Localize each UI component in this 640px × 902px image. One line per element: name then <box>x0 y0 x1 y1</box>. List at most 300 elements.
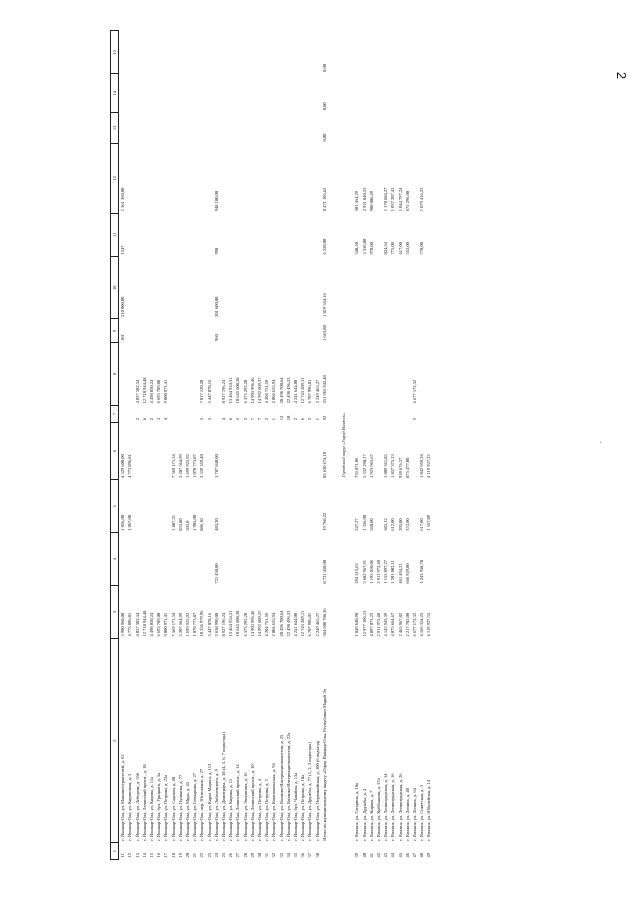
address-cell: г. Йошкар-Ола, ул. Кирпичная, д. 3 <box>127 773 133 841</box>
value-cell <box>220 74 227 112</box>
value-cell <box>184 213 191 256</box>
value-cell <box>314 480 321 533</box>
value-cell <box>278 480 285 533</box>
value-cell: 8 927 196,24 <box>221 379 227 404</box>
row-number: 25 <box>221 853 227 858</box>
value-cell <box>418 343 425 405</box>
value-cell <box>177 343 184 405</box>
value-cell: 10 <box>285 415 291 421</box>
value-cell <box>418 112 425 143</box>
value-cell: 1 201 082,11 <box>390 560 396 584</box>
value-cell <box>299 533 306 586</box>
value-cell <box>141 533 148 586</box>
table-body-yoshkar-ola <box>119 31 321 860</box>
value-cell <box>314 31 321 74</box>
value-cell <box>155 144 162 214</box>
row-number: 34 <box>285 853 291 858</box>
value-cell: 1 056,00 <box>120 514 126 531</box>
table-header <box>111 31 119 860</box>
value-cell <box>162 422 169 480</box>
table-row <box>382 31 389 860</box>
value-cell <box>306 213 313 256</box>
total-value: 8 471 105,62 <box>321 187 327 212</box>
value-cell: 5 332 298,17 <box>361 454 367 478</box>
value-cell <box>375 213 382 256</box>
value-cell: 6 677 172,32 <box>411 612 417 637</box>
value-cell <box>227 31 234 74</box>
value-cell <box>227 112 234 143</box>
value-cell <box>375 480 382 533</box>
value-cell <box>119 112 127 143</box>
value-cell: 6 <box>300 417 306 421</box>
value-cell <box>249 480 256 533</box>
section-title: Городской округ «Город Волжск» <box>341 412 347 478</box>
value-cell <box>285 422 292 480</box>
value-cell <box>126 74 133 112</box>
table-row <box>263 31 270 860</box>
value-cell <box>141 256 148 318</box>
value-cell <box>220 112 227 143</box>
value-cell <box>418 319 425 343</box>
value-cell <box>170 144 177 214</box>
value-cell: 10 645 608,38 <box>235 610 241 637</box>
value-cell: 1 <box>314 417 320 421</box>
value-cell <box>299 256 306 318</box>
value-cell <box>270 533 277 586</box>
value-cell: 2 217 702,00 <box>404 612 410 637</box>
table-row <box>148 31 155 860</box>
value-cell: 1 361 360,00 <box>120 187 126 212</box>
value-cell: 4 241 644,00 <box>293 612 299 637</box>
value-cell <box>256 319 263 343</box>
value-cell: 1 037 207,43 <box>390 187 396 212</box>
value-cell <box>353 256 360 318</box>
value-cell <box>198 213 205 256</box>
value-cell: 617,00 <box>419 518 425 531</box>
table-row <box>278 31 285 860</box>
value-cell <box>148 144 155 214</box>
value-cell <box>141 213 148 256</box>
value-cell <box>162 480 169 533</box>
address-cell: г. Волжск, ул. Гагарина, д. 10а <box>354 782 360 841</box>
value-cell <box>389 343 396 405</box>
value-cell <box>425 31 432 74</box>
value-cell: 5 447 078,16 <box>206 379 212 404</box>
value-cell <box>119 405 127 422</box>
table-row <box>242 31 249 860</box>
value-cell <box>263 31 270 74</box>
value-cell <box>397 31 404 74</box>
row-number: 46 <box>404 853 410 858</box>
value-cell <box>314 256 321 318</box>
value-cell <box>314 74 321 112</box>
value-cell <box>404 343 411 405</box>
value-cell <box>191 256 198 318</box>
value-cell <box>425 256 432 318</box>
row-number: 31 <box>264 853 270 858</box>
value-cell <box>249 533 256 586</box>
address-cell: г. Йошкар-Ола, ул. Петрова, д. 22а <box>163 774 169 841</box>
value-cell <box>292 74 299 112</box>
value-cell <box>389 405 396 422</box>
address-cell: г. Йошкар-Ола, бул. Урицкого, д. 5а <box>156 772 162 841</box>
value-cell <box>292 422 299 480</box>
value-cell <box>242 144 249 214</box>
value-cell <box>234 533 241 586</box>
value-cell <box>249 144 256 214</box>
value-cell <box>270 319 277 343</box>
value-cell <box>314 422 321 480</box>
value-cell <box>404 31 411 74</box>
value-cell <box>263 213 270 256</box>
table-row <box>213 31 220 860</box>
value-cell <box>425 74 432 112</box>
value-cell <box>177 256 184 318</box>
value-cell: 6 693 789,00 <box>156 612 162 637</box>
value-cell <box>418 74 425 112</box>
row-number: 19 <box>177 853 183 858</box>
value-cell: 2 249 465,27 <box>314 612 320 637</box>
table-row <box>184 31 191 860</box>
value-cell <box>155 422 162 480</box>
table-row <box>191 31 198 860</box>
value-cell: 6 <box>228 417 234 421</box>
value-cell <box>155 74 162 112</box>
value-cell <box>299 213 306 256</box>
value-cell <box>184 343 191 405</box>
row-number: 48 <box>419 853 425 858</box>
value-cell <box>353 74 360 112</box>
value-cell: 503,0 <box>185 520 191 531</box>
value-cell <box>206 319 213 343</box>
value-cell <box>234 213 241 256</box>
value-cell: 6 <box>141 417 147 421</box>
value-cell: 824,54 <box>383 242 389 255</box>
value-cell: 1 787 840,00 <box>213 454 219 478</box>
value-cell <box>270 256 277 318</box>
address-cell: г. Йошкар-Ола, ул. Карла Маркса, д. 112 <box>206 763 212 841</box>
value-cell <box>220 31 227 74</box>
value-cell <box>306 533 313 586</box>
value-cell <box>162 319 169 343</box>
value-cell <box>306 480 313 533</box>
row-number: 12 <box>127 853 133 858</box>
address-cell: г. Волжск, ул. Ленинградская, д. 14 <box>383 773 389 841</box>
rotated-table-container <box>110 30 610 860</box>
value-cell <box>170 74 177 112</box>
table-row <box>141 31 148 860</box>
value-cell: 1 887,21 <box>170 514 176 531</box>
value-cell <box>148 31 155 74</box>
value-cell: 1 837 375,13 <box>390 454 396 478</box>
address-cell: г. Йошкар-Ола, ул. Садовая, д. 40 <box>170 777 176 841</box>
value-cell <box>292 31 299 74</box>
value-cell: 3 <box>156 417 162 421</box>
value-cell <box>292 112 299 143</box>
value-cell <box>263 256 270 318</box>
value-cell <box>270 144 277 214</box>
value-cell <box>411 480 418 533</box>
address-cell: г. Йошкар-Ола, ул. Петрова, д. 18а <box>300 774 306 841</box>
value-cell: 4 204 751,59 <box>264 612 270 637</box>
value-cell <box>270 112 277 143</box>
value-cell <box>256 213 263 256</box>
table-row <box>411 31 418 860</box>
value-cell <box>242 74 249 112</box>
table-total <box>321 31 334 860</box>
value-cell <box>249 112 256 143</box>
total-value: 1 819 554,16 <box>321 293 327 317</box>
value-cell <box>270 213 277 256</box>
value-cell: 775,00 <box>390 242 396 255</box>
value-cell <box>126 144 133 214</box>
address-cell: г. Йошкар-Ола, ул. Кирова, д. 11 <box>228 778 234 841</box>
section-header <box>334 31 353 860</box>
address-cell: г. Йошкар-Ола, ул. Петрова, д. 2 <box>264 779 270 841</box>
value-cell <box>119 343 127 405</box>
value-cell <box>375 343 382 405</box>
value-cell: 247,27 <box>354 518 360 531</box>
value-cell <box>177 533 184 586</box>
value-cell: 948 100,00 <box>213 190 219 212</box>
value-cell: 101 <box>120 334 126 341</box>
value-cell <box>170 112 177 143</box>
table-row <box>256 31 263 860</box>
value-cell <box>213 112 220 143</box>
value-cell: 4 498 050,24 <box>149 612 155 637</box>
value-cell: 2 <box>264 417 270 421</box>
value-cell <box>162 533 169 586</box>
address-cell: г. Йошкар-Ола, ул. Лебедева, д. 55б <box>134 772 140 841</box>
value-cell <box>242 422 249 480</box>
value-cell <box>220 422 227 480</box>
value-cell <box>292 480 299 533</box>
value-cell: 4 <box>221 417 227 421</box>
value-cell <box>148 319 155 343</box>
value-cell: 9 000 971,41 <box>163 379 169 404</box>
value-cell <box>353 405 360 422</box>
value-cell <box>375 144 382 214</box>
value-cell <box>213 74 220 112</box>
value-cell: 461 494,21 <box>397 563 403 584</box>
value-cell: 9 000 971,41 <box>163 612 169 637</box>
table-row <box>270 31 277 860</box>
value-cell <box>198 74 205 112</box>
value-cell: 1 067,00 <box>127 514 133 531</box>
value-cell <box>314 213 321 256</box>
value-cell <box>148 422 155 480</box>
value-cell <box>184 405 191 422</box>
value-cell <box>278 422 285 480</box>
value-cell <box>234 31 241 74</box>
value-cell <box>285 144 292 214</box>
value-cell <box>278 31 285 74</box>
value-cell <box>285 533 292 586</box>
value-cell <box>263 74 270 112</box>
total-label: Итого по муниципальному округу «Город Йошкар-Ола» Республики Марий Эл <box>321 688 327 841</box>
value-cell <box>353 319 360 343</box>
value-cell: 4 037 382,34 <box>134 379 140 404</box>
value-cell <box>119 31 127 74</box>
value-cell: 594 315,63 <box>354 563 360 584</box>
value-cell <box>184 533 191 586</box>
value-cell: 12 743 289,11 <box>300 610 306 637</box>
value-cell: 501 454,29 <box>354 190 360 212</box>
value-cell <box>411 319 418 343</box>
value-cell <box>285 74 292 112</box>
value-cell <box>382 405 389 422</box>
value-cell: 980 086,49 <box>368 190 374 212</box>
value-cell: 568,00 <box>368 518 374 531</box>
value-cell <box>242 256 249 318</box>
row-number: 29 <box>249 853 255 858</box>
value-cell <box>162 213 169 256</box>
value-cell <box>126 112 133 143</box>
value-cell: 348,50 <box>354 242 360 255</box>
value-cell: 666 929,00 <box>404 563 410 584</box>
value-cell <box>191 405 198 422</box>
table-row <box>285 31 292 860</box>
address-cell: г. Йошкар-Ола, ул. Волкова-Интернационалистов, д. 22а <box>285 732 291 841</box>
value-cell <box>368 112 375 143</box>
value-cell <box>126 405 133 422</box>
value-cell <box>285 319 292 343</box>
value-cell: 2 <box>149 417 155 421</box>
value-cell: 4 075 664,67 <box>390 612 396 637</box>
value-cell: 886,10 <box>199 518 205 531</box>
value-cell <box>170 533 177 586</box>
value-cell <box>206 74 213 112</box>
value-cell <box>141 422 148 480</box>
row-number: 35 <box>293 853 299 858</box>
value-cell: 3 207 564,99 <box>177 454 183 478</box>
value-cell <box>353 112 360 143</box>
row-number: 14 <box>141 853 147 858</box>
value-cell <box>198 533 205 586</box>
value-cell <box>134 533 141 586</box>
value-cell <box>270 31 277 74</box>
value-cell <box>155 256 162 318</box>
column-header-14: 14 <box>111 74 119 112</box>
address-cell: г. Волжск, ул. Кирова, д. 7 <box>368 790 374 841</box>
row-number: 13 <box>134 853 140 858</box>
value-cell <box>227 256 234 318</box>
value-cell <box>126 343 133 405</box>
value-cell <box>299 422 306 480</box>
value-cell <box>256 31 263 74</box>
value-cell <box>353 343 360 405</box>
value-cell <box>220 319 227 343</box>
row-number: 24 <box>213 853 219 858</box>
value-cell: 14 903 996,46 <box>249 610 255 637</box>
value-cell <box>411 533 418 586</box>
value-cell: 2 465 967,82 <box>397 612 403 637</box>
value-cell <box>314 112 321 143</box>
value-cell: 1 849 640,98 <box>354 612 360 637</box>
value-cell: 4 097 071,22 <box>368 612 374 637</box>
value-cell <box>220 144 227 214</box>
value-cell <box>278 74 285 112</box>
value-cell <box>306 31 313 74</box>
value-cell <box>306 422 313 480</box>
value-cell <box>278 112 285 143</box>
value-cell: 2 921 840,23 <box>361 187 367 212</box>
row-number: 21 <box>192 853 198 858</box>
value-cell <box>220 533 227 586</box>
row-number: 18 <box>170 853 176 858</box>
row-number: 32 <box>271 853 277 858</box>
table-row <box>404 31 411 860</box>
value-cell <box>368 74 375 112</box>
value-cell <box>411 144 418 214</box>
column-header-9: 9 <box>111 319 119 343</box>
value-cell <box>227 144 234 214</box>
table-row <box>249 31 256 860</box>
value-cell: 998 <box>213 247 219 255</box>
value-cell <box>206 422 213 480</box>
table-row <box>119 31 127 860</box>
row-number: 44 <box>390 853 396 858</box>
value-cell <box>119 74 127 112</box>
value-cell <box>382 343 389 405</box>
value-cell <box>227 533 234 586</box>
value-cell <box>314 533 321 586</box>
value-cell <box>227 74 234 112</box>
value-cell <box>177 144 184 214</box>
row-number: 47 <box>411 853 417 858</box>
value-cell: 4 166 334,25 <box>419 612 425 637</box>
value-cell <box>119 533 127 586</box>
value-cell <box>382 31 389 74</box>
value-cell: 1 357,89 <box>426 514 432 531</box>
value-cell: 2 911 972,40 <box>375 560 381 584</box>
address-cell: г. Йошкар-Ола, ул. Лобачевского, д. 9 <box>213 769 219 841</box>
value-cell <box>155 480 162 533</box>
value-cell: 4 773 896,81 <box>127 454 133 478</box>
buildings-table <box>110 30 433 860</box>
value-cell: 3 339 359,40 <box>199 454 205 478</box>
value-cell <box>126 256 133 318</box>
table-row <box>375 31 382 860</box>
value-cell <box>375 112 382 143</box>
value-cell <box>191 31 198 74</box>
section-title-row <box>334 31 353 860</box>
table-row <box>220 31 227 860</box>
value-cell: 1 842 959,24 <box>419 454 425 478</box>
value-cell <box>285 213 292 256</box>
value-cell <box>126 319 133 343</box>
value-cell: 14 992 609,37 <box>257 377 263 404</box>
value-cell: 5 447 078,16 <box>206 612 212 637</box>
value-cell <box>368 31 375 74</box>
value-cell <box>177 112 184 143</box>
total-value: 6 528,00 <box>321 238 327 255</box>
value-cell <box>418 256 425 318</box>
column-number-row <box>111 31 119 860</box>
value-cell: 13 464 924,31 <box>228 377 234 404</box>
value-cell: 617,00 <box>397 242 403 255</box>
address-cell: г. Йошкар-Ола, ул. Петрова, д. 4 <box>257 779 263 841</box>
row-number: 40 <box>361 853 367 858</box>
table-row <box>314 31 321 860</box>
value-cell: 14 903 996,46 <box>249 377 255 404</box>
value-cell: 1 193 010,06 <box>368 559 374 584</box>
value-cell <box>278 256 285 318</box>
value-cell: 970,00 <box>368 242 374 255</box>
row-number: 45 <box>397 853 403 858</box>
value-cell: 6 693 789,00 <box>156 379 162 404</box>
value-cell: 5 <box>235 417 241 421</box>
